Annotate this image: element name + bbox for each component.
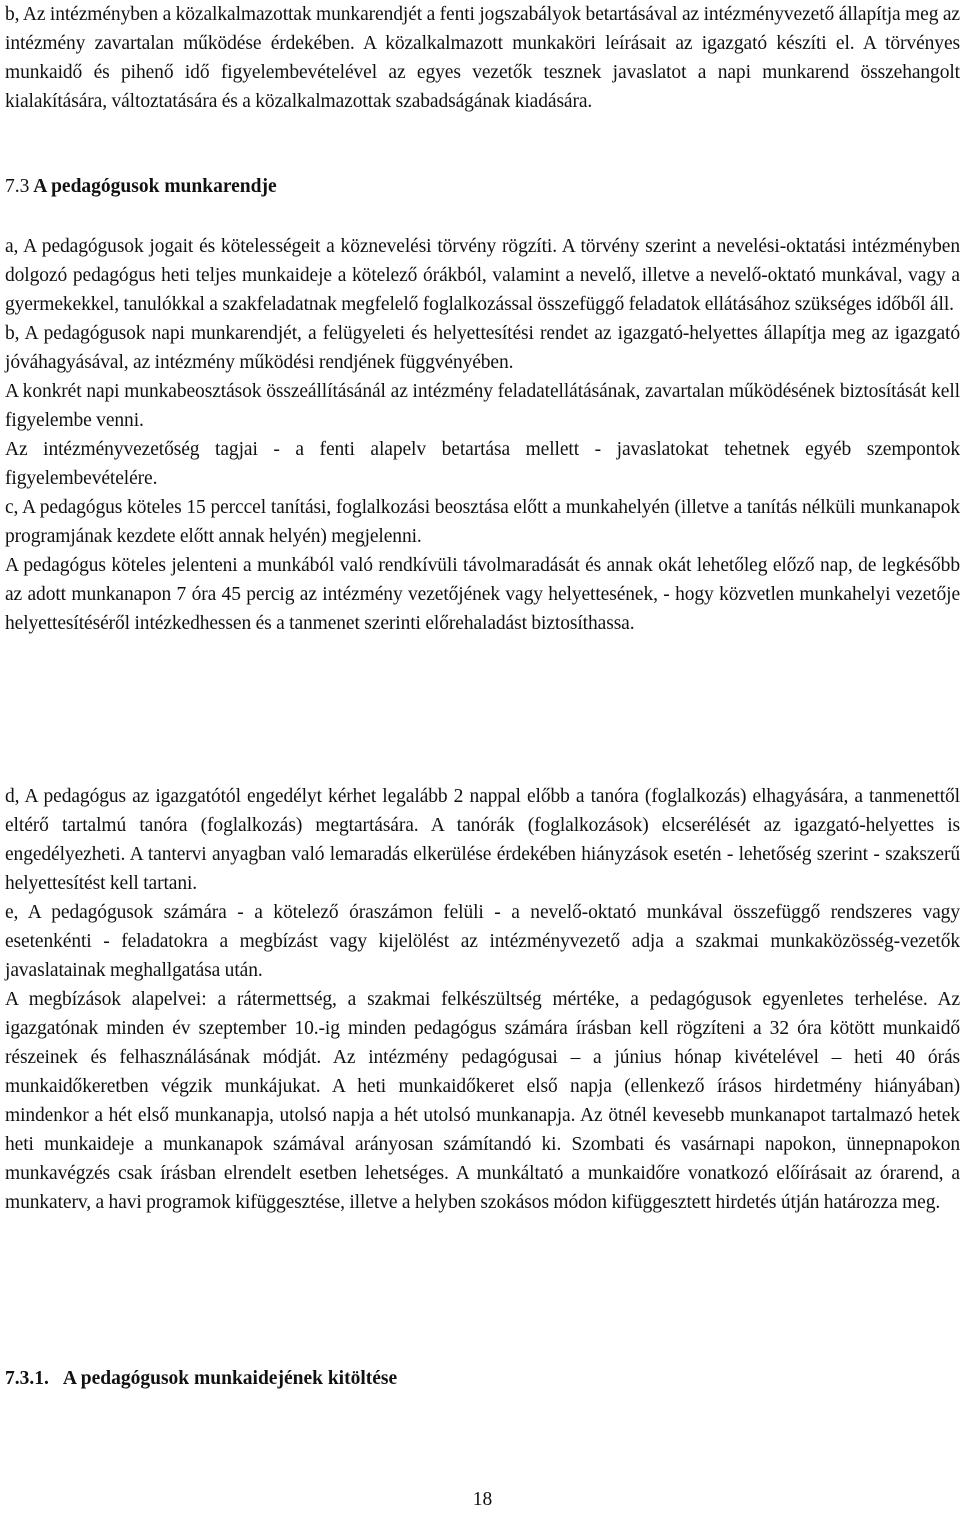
section-title: A pedagógusok munkarendje bbox=[33, 176, 277, 197]
body-paragraph-b-3: Az intézményvezetőség tagjai - a fenti alapelv betartása mellett - javaslatokat tehetnek egyéb szempontok figyelembevételére. bbox=[5, 439, 960, 489]
body-paragraph-b-2: A konkrét napi munkabeosztások összeállításánál az intézmény feladatellátásának, zavartalan működésének biztosítását kell figyelembe venni. bbox=[5, 381, 960, 431]
section-7-3-body-continued bbox=[5, 782, 960, 1217]
section-number: 7.3 bbox=[5, 176, 30, 197]
section-heading-7-3 bbox=[5, 172, 277, 201]
body-paragraph-a: a, A pedagógusok jogait és kötelességeit a köznevelési törvény rögzíti. A törvény szerint a nevelési-oktatási intézményben dolgozó pedagógus heti teljes munkaideje a kötelező órákból, valamint a nevelő, illetve a nevelő-oktató munkával, vagy a gyermekekkel, tanulókkal a szakfeladatnak megfelelő foglalkozással összefüggő feladatok ellátásához szükséges időből áll. bbox=[5, 236, 960, 315]
body-paragraph-d: d, A pedagógus az igazgatótól engedélyt kérhet legalább 2 nappal előbb a tanóra (foglalkozás) elhagyására, a tanmenettől eltérő tartalmú tanóra (foglalkozás) megtartására. A tanórák (foglalkozások) elcserélését az igazgató-helyettes is engedélyezheti. A tantervi anyagban való lemaradás elkerülése érdekében hiányzások esetén - lehetőség szerint - szakszerű helyettesítést kell tartani. bbox=[5, 786, 960, 894]
page-number: 18 bbox=[472, 1489, 493, 1510]
subsection-number: 7.3.1. bbox=[5, 1368, 49, 1389]
body-paragraph-e-2: A megbízások alapelvei: a rátermettség, a szakmai felkészültség mértéke, a pedagógusok egyenletes terhelése. Az igazgatónak minden év szeptember 10.-ig minden pedagógus számára írásban kell rögzíteni a 32 óra kötött munkaidő részeinek és felhasználásának módját. Az intézmény pedagógusai – a június hónap kivételével – heti 40 órás munkaidőkeretben végzik munkájukat. A heti munkaidőkeret első napja (ellenkező írásos hirdetmény hiányában) mindenkor a hét első munkanapja, utolsó napja a hét utolsó munkanapja. Az ötnél kevesebb munkanapot tartalmazó hetek heti munkaideje a munkanapok számával arányosan számítandó ki. Szombati és vasárnapi napokon, ünnepnapokon munkavégzés csak írásban elrendelt esetben lehetséges. A munkáltató a munkaidőre vonatkozó előírásait az órarend, a munkaterv, a havi programok kifüggesztése, illetve a helyben szokásos módon kifüggesztett hirdetés útján határozza meg. bbox=[5, 989, 960, 1213]
intro-paragraph: b, Az intézményben a közalkalmazottak munkarendjét a fenti jogszabályok betartásával az intézményvezető állapítja meg az intézmény zavartalan működése érdekében. A közalkalmazott munkaköri leírásait az igazgató készíti el. A törvényes munkaidő és pihenő idő figyelembevételével az egyes vezetők tesznek javaslatot a napi munkarend összehangolt kialakítására, változtatására és a közalkalmazottak szabadságának kiadására. bbox=[5, 4, 960, 112]
body-paragraph-b: b, A pedagógusok napi munkarendjét, a felügyeleti és helyettesítési rendet az igazgató-helyettes állapítja meg az igazgató jóváhagyásával, az intézmény működési rendjének függvényében. bbox=[5, 323, 960, 373]
body-paragraph-c-2: A pedagógus köteles jelenteni a munkából való rendkívüli távolmaradását és annak okát lehetőleg előző nap, de legkésőbb az adott munkanapon 7 óra 45 percig az intézmény vezetőjének vagy helyettesének, - hogy közvetlen munkahelyi vezetője helyettesítéséről intézkedhessen és a tanmenet szerinti előrehaladást biztosíthassa. bbox=[5, 555, 960, 634]
section-7-3-body bbox=[5, 232, 960, 638]
body-paragraph-c: c, A pedagógus köteles 15 perccel tanítási, foglalkozási beosztása előtt a munkahelyén (illetve a tanítás nélküli munkanapok programjának kezdete előtt annak helyén) megjelenni. bbox=[5, 497, 960, 547]
body-paragraph-e: e, A pedagógusok számára - a kötelező óraszámon felüli - a nevelő-oktató munkával összefüggő rendszeres vagy esetenkénti - feladatokra a megbízást vagy kijelölést az intézményvezető adja a szakmai munkaközösség-vezetők javaslatainak meghallgatása után. bbox=[5, 902, 960, 981]
document-page bbox=[5, 0, 960, 1515]
subsection-title: A pedagógusok munkaidejének kitöltése bbox=[62, 1368, 398, 1389]
section-heading-7-3-1 bbox=[5, 1364, 397, 1393]
